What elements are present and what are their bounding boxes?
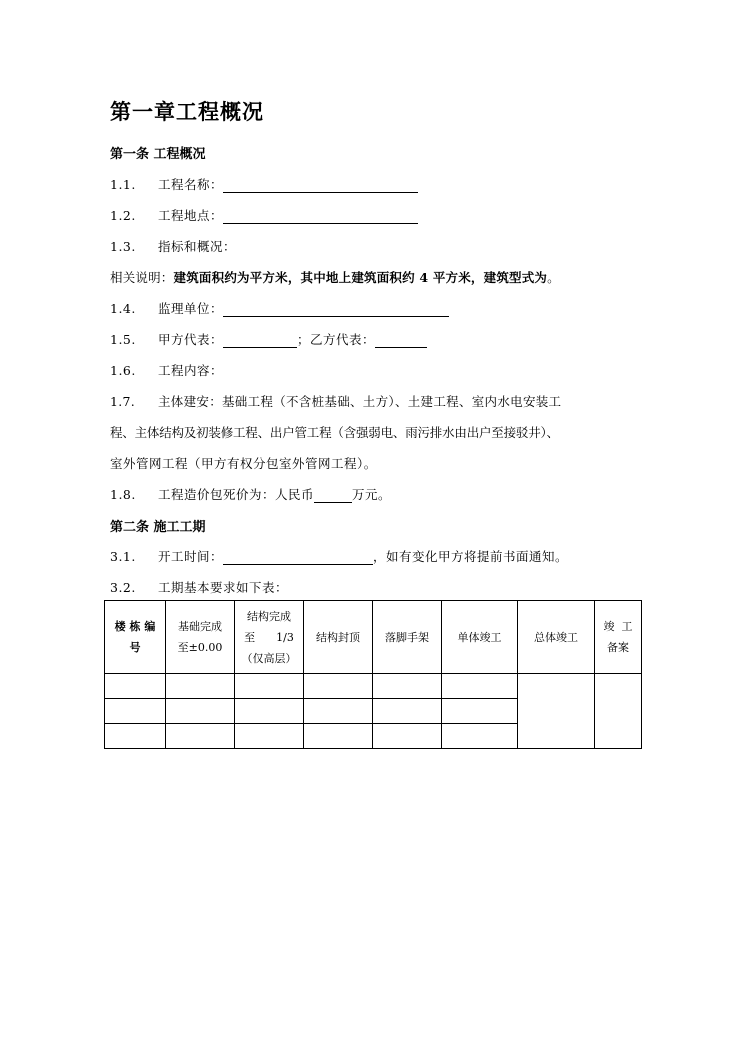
project-name-blank[interactable] <box>223 178 418 193</box>
party-a-blank[interactable] <box>223 333 297 348</box>
item-label: 工程内容： <box>158 363 224 378</box>
start-time-blank[interactable] <box>223 550 373 565</box>
start-time-note: ，如有变化甲方将提前书面通知。 <box>373 549 569 564</box>
item-number: 1.3. <box>110 239 136 254</box>
item-label: 工程造价包死价为：人民币 <box>158 487 315 502</box>
header-overall-completion: 总体竣工 <box>518 601 595 674</box>
item-contract-price <box>110 485 391 503</box>
item-label: 工期基本要求如下表： <box>158 580 289 595</box>
note-prefix: 相关说明： <box>110 270 174 285</box>
table-cell[interactable] <box>235 674 304 699</box>
main-works-line3: 室外管网工程（甲方有权分包室外管网工程）。 <box>110 456 377 471</box>
item-number: 1.6. <box>110 363 136 378</box>
table-cell-overall-merged[interactable] <box>518 674 595 749</box>
table-cell[interactable] <box>304 699 373 724</box>
related-note <box>110 268 560 286</box>
note-suffix: 。 <box>547 270 560 285</box>
item-label: 指标和概况： <box>158 239 237 254</box>
table-cell[interactable] <box>304 724 373 749</box>
item-number: 3.1. <box>110 549 136 564</box>
item-representatives <box>110 330 427 348</box>
item-number: 1.8. <box>110 487 136 502</box>
table-cell[interactable] <box>166 674 235 699</box>
header-building-no: 楼 栋 编 号 <box>105 601 166 674</box>
note-bold-text: 建筑面积约为平方米，其中地上建筑面积约 4 平方米，建筑型式为 <box>173 270 548 285</box>
item-contents <box>110 361 223 379</box>
header-scaffold-removal: 落脚手架 <box>373 601 442 674</box>
supervisor-blank[interactable] <box>223 302 449 317</box>
table-cell[interactable] <box>373 674 442 699</box>
table-cell[interactable] <box>373 699 442 724</box>
item-label: 工程名称： <box>158 177 224 192</box>
item-schedule <box>110 578 288 596</box>
article2-heading: 第二条 施工工期 <box>110 520 206 535</box>
item-project-location <box>110 206 418 224</box>
item-project-name <box>110 175 418 193</box>
main-works-line1: 主体建安：基础工程（不含桩基础、土方）、土建工程、室内水电安装工 <box>158 394 562 409</box>
table-cell[interactable] <box>105 699 166 724</box>
header-unit-completion: 单体竣工 <box>442 601 518 674</box>
table-row <box>105 674 642 699</box>
item-number: 3.2. <box>110 580 136 595</box>
table-cell[interactable] <box>304 674 373 699</box>
table-cell[interactable] <box>105 674 166 699</box>
party-a-label: 甲方代表： <box>158 332 224 347</box>
header-completion-filing: 竣 工 备案 <box>595 601 642 674</box>
item-number: 1.7. <box>110 394 136 409</box>
item-supervisor <box>110 299 449 317</box>
item-number: 1.5. <box>110 332 136 347</box>
table-cell-filing-merged[interactable] <box>595 674 642 749</box>
header-topping-out: 结构封顶 <box>304 601 373 674</box>
table-cell[interactable] <box>442 724 518 749</box>
chapter-title: 第一章工程概况 <box>110 99 264 124</box>
schedule-table <box>104 600 642 749</box>
table-cell[interactable] <box>442 674 518 699</box>
item-label: 开工时间： <box>158 549 224 564</box>
price-unit: 万元。 <box>352 487 392 502</box>
party-b-blank[interactable] <box>375 333 427 348</box>
table-cell[interactable] <box>166 699 235 724</box>
item-start-time <box>110 547 568 565</box>
project-location-blank[interactable] <box>223 209 418 224</box>
item-number: 1.4. <box>110 301 136 316</box>
header-structure-third: 结构完成 至 1/3 （仅高层） <box>235 601 304 674</box>
price-blank[interactable] <box>314 488 352 503</box>
table-cell[interactable] <box>235 724 304 749</box>
item-label: 工程地点： <box>158 208 224 223</box>
item-indicators <box>110 237 236 255</box>
party-b-label: ；乙方代表： <box>297 332 376 347</box>
header-foundation: 基础完成 至±0.00 <box>166 601 235 674</box>
item-number: 1.1. <box>110 177 136 192</box>
table-cell[interactable] <box>373 724 442 749</box>
main-works-line2: 程、主体结构及初装修工程、出户管工程（含强弱电、雨污排水由出户至接驳井）、 <box>110 425 559 440</box>
table-cell[interactable] <box>235 699 304 724</box>
table-cell[interactable] <box>442 699 518 724</box>
item-main-works <box>110 392 561 410</box>
table-cell[interactable] <box>166 724 235 749</box>
table-header-row <box>105 601 642 674</box>
item-label: 监理单位： <box>158 301 224 316</box>
article1-heading: 第一条 工程概况 <box>110 147 206 162</box>
item-number: 1.2. <box>110 208 136 223</box>
table-cell[interactable] <box>105 724 166 749</box>
